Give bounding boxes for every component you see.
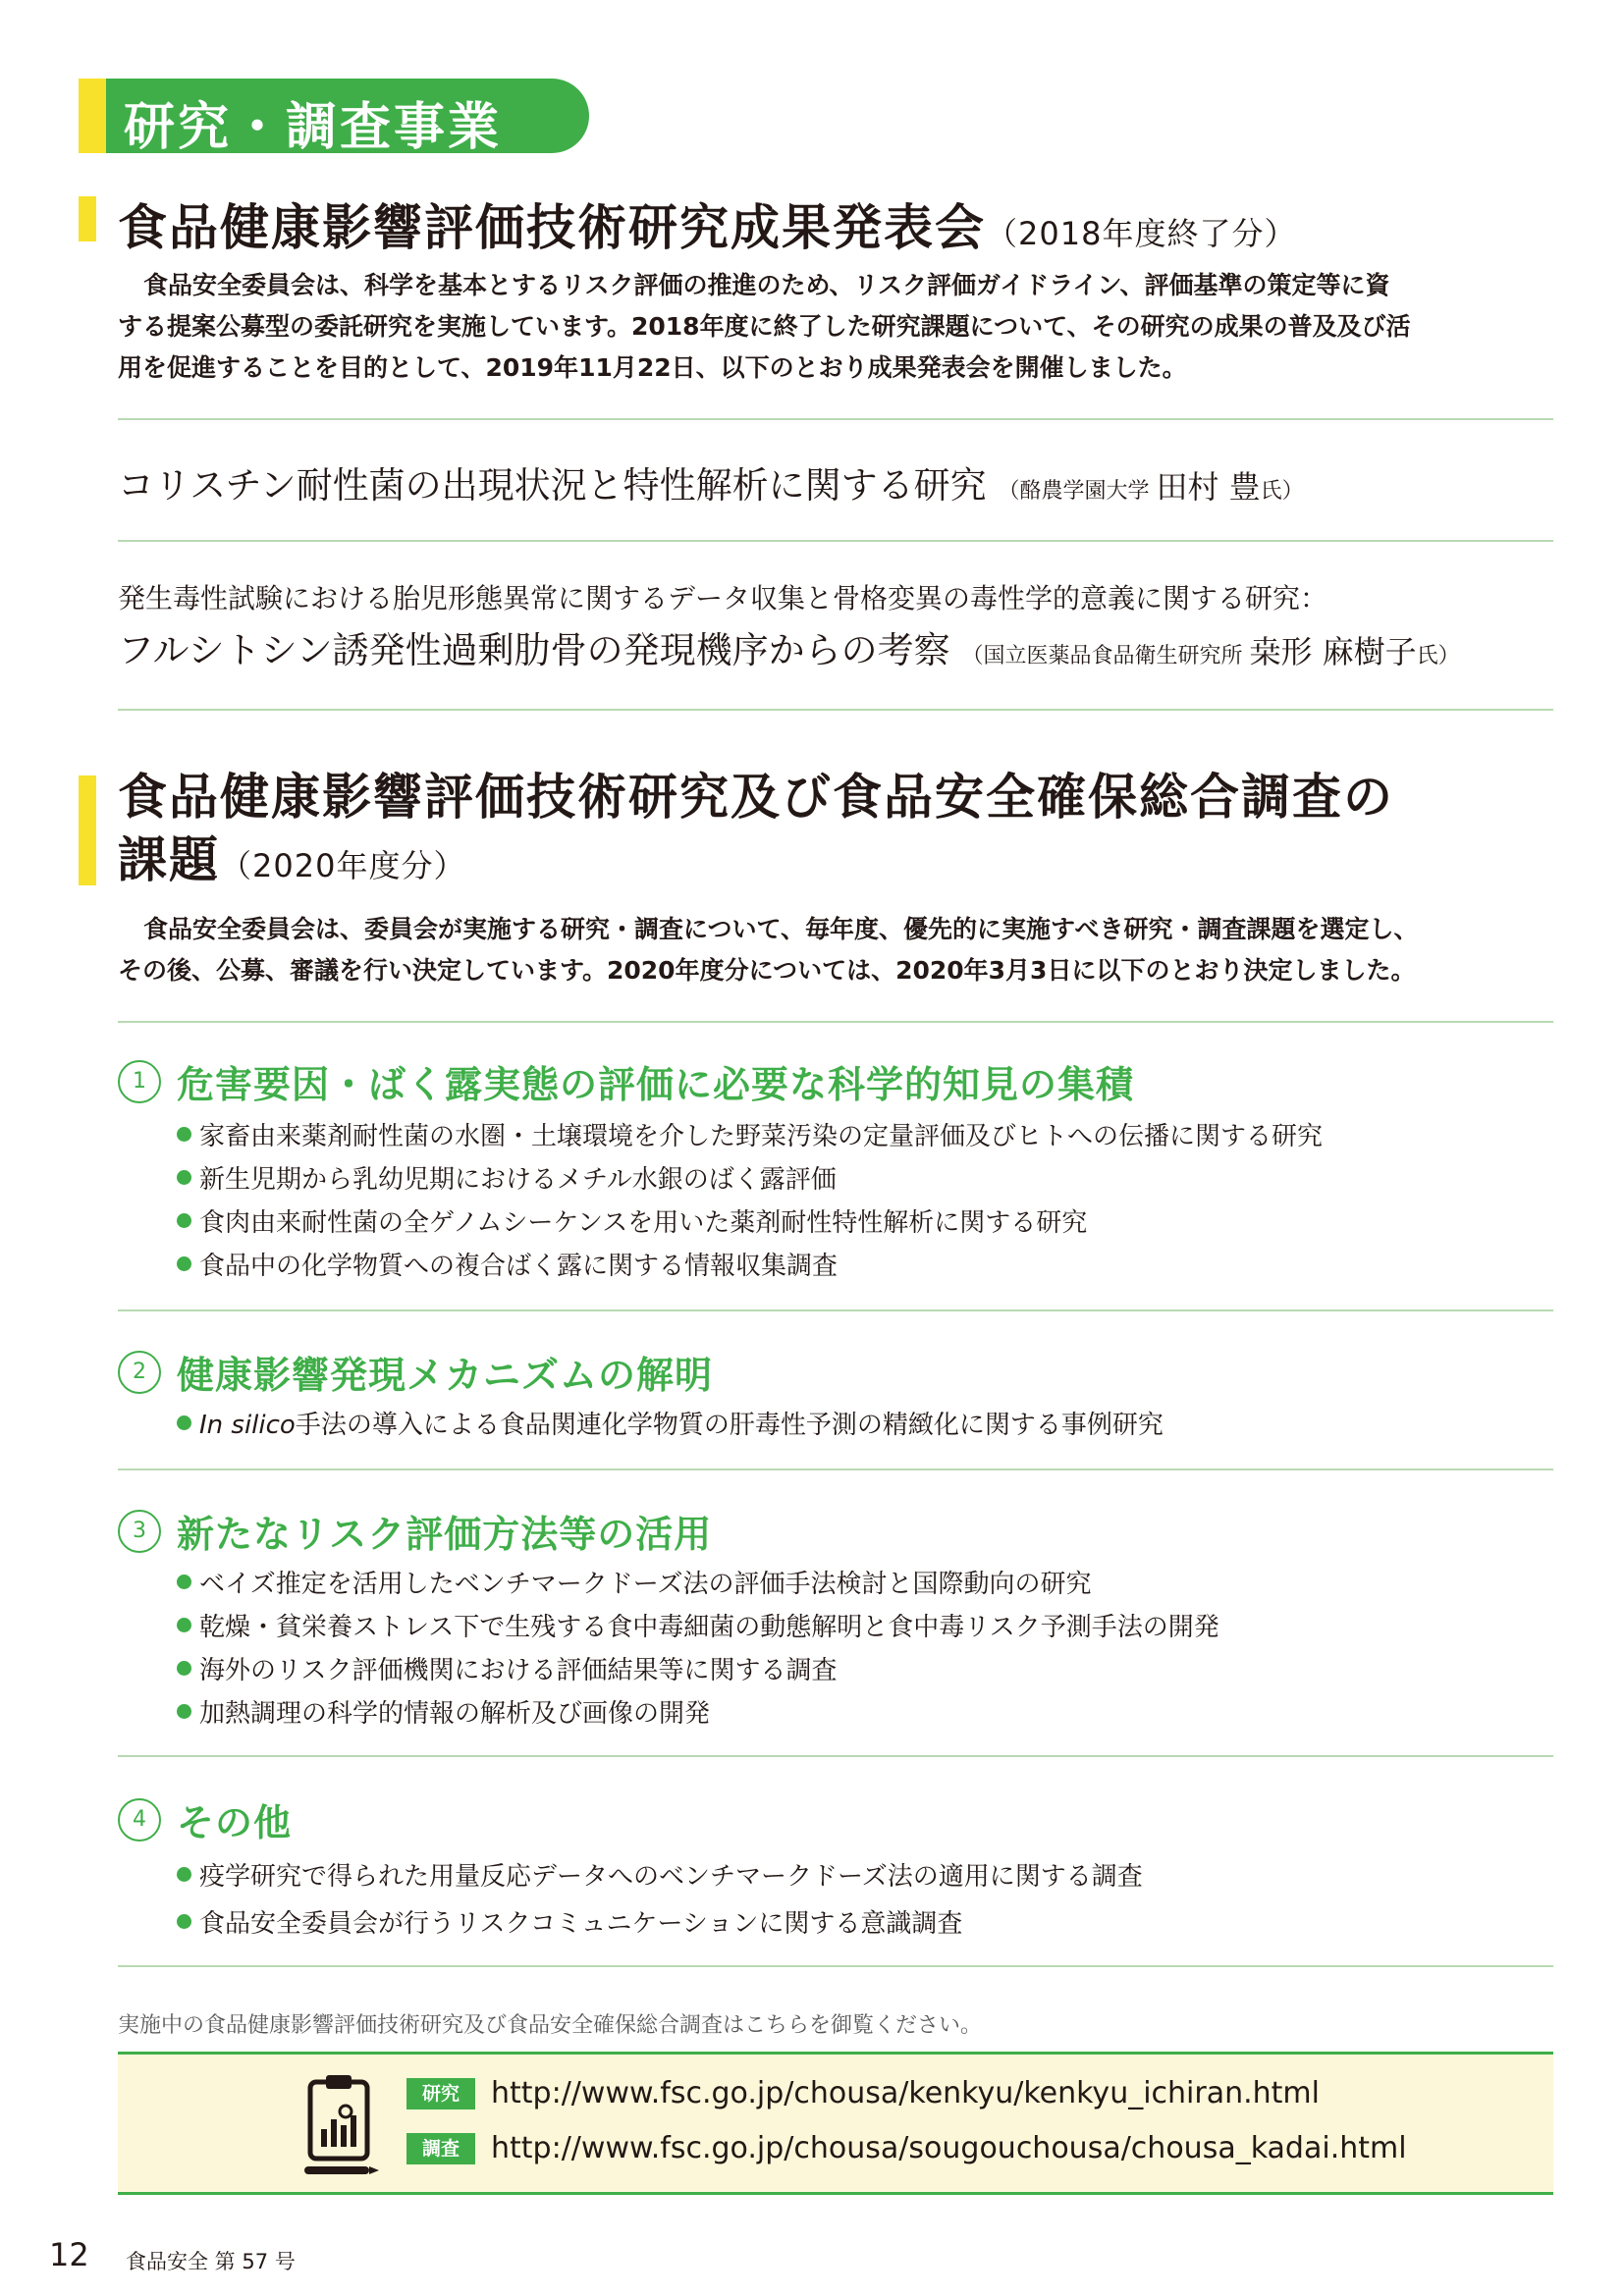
topic-2-affiliation: （国立医薬品食品衛生研究所: [961, 644, 1243, 668]
list-item-text: 手法の導入による食品関連化学物質の肝毒性予測の精緻化に関する事例研究: [295, 1411, 1164, 1440]
list-item-text: 新生児期から乳幼児期におけるメチル水銀のばく露評価: [199, 1165, 837, 1195]
section2-heading: [118, 766, 1394, 897]
category-1-list: [177, 1115, 1323, 1288]
divider: [118, 1965, 1553, 1967]
heading-bar: [79, 196, 96, 241]
list-item-text: 食肉由来耐性菌の全ゲノムシーケンスを用いた薬剤耐性特性解析に関する研究: [199, 1208, 1088, 1238]
category-3-title: 新たなリスク評価方法等の活用: [177, 1513, 713, 1556]
list-item: [177, 1245, 1323, 1288]
category-4-number: 4: [118, 1798, 161, 1842]
divider: [118, 418, 1553, 420]
topic-2-subtitle: 発生毒性試験における胎児形態異常に関するデータ収集と骨格変異の毒性学的意義に関する研究：: [118, 582, 1328, 614]
bullet-icon: [177, 1914, 191, 1929]
bullet-icon: [177, 1415, 191, 1430]
topic-1-suffix: 氏）: [1260, 479, 1304, 504]
category-2-list: [177, 1404, 1164, 1447]
topic-2-author: [961, 633, 1460, 670]
category-1-number: 1: [118, 1060, 161, 1103]
section-tab: [79, 79, 589, 157]
bullet-icon: [177, 1256, 191, 1271]
category-2-title: 健康影響発現メカニズムの解明: [177, 1354, 714, 1397]
link-label-survey: 調査: [406, 2133, 475, 2164]
reference-note: 実施中の食品健康影響評価技術研究及び食品安全確保総合調査はこちらを御覧ください。: [118, 2013, 983, 2038]
list-item: [177, 1692, 1219, 1735]
list-item: [177, 1158, 1323, 1201]
section2-intro: [118, 909, 1561, 991]
list-item-text: ベイズ推定を活用したベンチマークドーズ法の評価手法検討と国際動向の研究: [199, 1570, 1092, 1599]
link-url-research[interactable]: http://www.fsc.go.jp/chousa/kenkyu/kenkyu_ichiran.html: [491, 2076, 1320, 2110]
bullet-icon: [177, 1127, 191, 1142]
list-item: [177, 1606, 1219, 1649]
section1-intro-line: 用を促進することを目的として、2019年11月22日、以下のとおり成果発表会を開催しました。: [118, 353, 1187, 382]
list-item: [177, 1649, 1219, 1692]
list-item-text: 加熱調理の科学的情報の解析及び画像の開発: [199, 1699, 711, 1729]
divider: [118, 540, 1553, 542]
category-3-list: [177, 1563, 1219, 1735]
topic-2-suffix: 氏）: [1416, 644, 1460, 668]
list-item-text: 疫学研究で得られた用量反応データへのベンチマークドーズ法の適用に関する調査: [199, 1862, 1143, 1892]
divider: [118, 1755, 1553, 1757]
link-box: [118, 2052, 1553, 2195]
link-label-research: 研究: [406, 2078, 475, 2109]
list-item: [177, 1853, 1143, 1900]
category-4-heading: [118, 1792, 293, 1844]
link-row-survey: [406, 2131, 1407, 2165]
divider: [118, 1021, 1553, 1023]
bullet-icon: [177, 1661, 191, 1676]
bullet-icon: [177, 1170, 191, 1185]
section1-heading: [118, 188, 1296, 259]
bullet-icon: [177, 1704, 191, 1719]
tab-yellow-accent: [79, 79, 106, 153]
section-tab-label: 研究・調査事業: [124, 98, 503, 157]
section2-intro-line: 食品安全委員会は、委員会が実施する研究・調査について、毎年度、優先的に実施すべき研究・調査課題を選定し、: [143, 915, 1419, 943]
pen-icon: [304, 2166, 369, 2174]
list-item-text: 乾燥・貧栄養ストレス下で生残する食中毒細菌の動態解明と食中毒リスク予測手法の開発: [199, 1613, 1219, 1642]
topic-1-name: 田村 豊: [1156, 468, 1261, 506]
list-item-italic: In silico: [199, 1411, 296, 1440]
category-1-heading: [118, 1054, 1135, 1106]
topic-2: [118, 620, 1460, 673]
category-2-number: 2: [118, 1351, 161, 1394]
publication-name: 食品安全 第 57 号: [126, 2250, 296, 2273]
bullet-icon: [177, 1213, 191, 1228]
section2-title-line1: 食品健康影響評価技術研究及び食品安全確保総合調査の: [118, 769, 1394, 826]
link-url-survey[interactable]: http://www.fsc.go.jp/chousa/sougouchousa/chousa_kadai.html: [491, 2131, 1407, 2165]
section1-intro-line: する提案公募型の委託研究を実施しています。2018年度に終了した研究課題について、その研究の成果の普及及び活: [118, 312, 1411, 341]
page-number: 12: [49, 2236, 89, 2273]
bullet-icon: [177, 1575, 191, 1589]
list-item: [177, 1115, 1323, 1158]
topic-1-title: コリスチン耐性菌の出現状況と特性解析に関する研究: [118, 464, 987, 507]
list-item-text: 家畜由来薬剤耐性菌の水圏・土壌環境を介した野菜汚染の定量評価及びヒトへの伝播に関する研究: [199, 1122, 1324, 1151]
section2-title-sub: （2020年度分）: [220, 847, 466, 884]
divider: [118, 1468, 1553, 1470]
category-3-number: 3: [118, 1510, 161, 1553]
topic-1-author: [998, 468, 1304, 506]
list-item: [177, 1900, 1143, 1948]
list-item: [177, 1201, 1323, 1245]
section2-title-line2: 課題: [118, 831, 220, 888]
topic-1: [118, 455, 1304, 508]
topic-2-title: フルシトシン誘発性過剰肋骨の発現機序からの考察: [118, 629, 950, 671]
list-item-text: 食品安全委員会が行うリスクコミュニケーションに関する意識調査: [199, 1909, 963, 1939]
section1-title-sub: （2018年度終了分）: [986, 215, 1297, 252]
list-item-text: 海外のリスク評価機関における評価結果等に関する調査: [199, 1656, 838, 1685]
category-4-list: [177, 1853, 1143, 1948]
topic-1-affiliation: （酪農学園大学: [998, 479, 1150, 504]
clipboard-chart-icon: [300, 2072, 389, 2180]
section1-title: 食品健康影響評価技術研究成果発表会: [118, 199, 986, 256]
bullet-icon: [177, 1867, 191, 1882]
list-item-text: 食品中の化学物質への複合ばく露に関する情報収集調査: [199, 1252, 839, 1281]
section1-intro-line: 食品安全委員会は、科学を基本とするリスク評価の推進のため、リスク評価ガイドライン、評価基準の策定等に資: [143, 271, 1390, 299]
divider: [118, 709, 1553, 711]
link-row-research: [406, 2076, 1320, 2110]
section1-intro: [118, 265, 1561, 389]
divider: [118, 1309, 1553, 1311]
section2-intro-line: その後、公募、審議を行い決定しています。2020年度分については、2020年3月3日に以下のとおり決定しました。: [118, 956, 1416, 985]
category-1-title: 危害要因・ばく露実態の評価に必要な科学的知見の集積: [177, 1063, 1135, 1106]
topic-2-name: 桒形 麻樹子: [1249, 633, 1417, 670]
bullet-icon: [177, 1618, 191, 1632]
heading-bar: [79, 775, 96, 885]
category-2-heading: [118, 1345, 714, 1397]
list-item: [177, 1404, 1164, 1447]
list-item: [177, 1563, 1219, 1606]
category-3-heading: [118, 1504, 713, 1556]
category-4-title: その他: [177, 1801, 293, 1844]
